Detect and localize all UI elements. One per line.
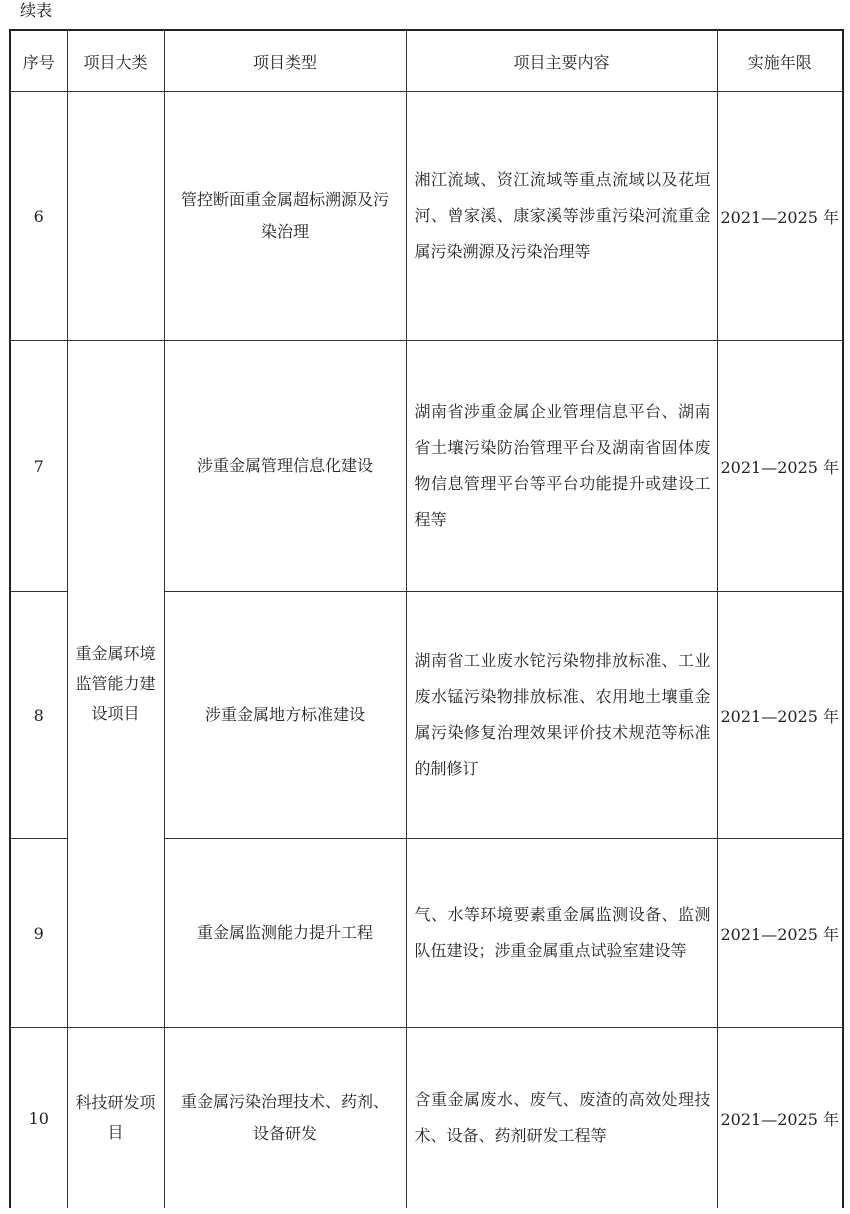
row-content: 湖南省工业废水铊污染物排放标准、工业废水锰污染物排放标准、农用地土壤重金属污染修复治理效果评价技术规范等标准的制修订 [406, 592, 717, 839]
header-index: 序号 [10, 30, 67, 92]
row-period: 2021—2025 年 [717, 341, 843, 592]
row-content: 气、水等环境要素重金属监测设备、监测队伍建设；涉重金属重点试验室建设等 [406, 839, 717, 1028]
row-index: 9 [10, 839, 67, 1028]
table-header-row [10, 30, 843, 92]
row-content: 湖南省涉重金属企业管理信息平台、湖南省土壤污染防治管理平台及湖南省固体废物信息管理平台等平台功能提升或建设工程等 [406, 341, 717, 592]
header-period: 实施年限 [717, 30, 843, 92]
row-content: 含重金属废水、废气、废渣的高效处理技术、设备、药剂研发工程等 [406, 1028, 717, 1209]
row-period: 2021—2025 年 [717, 1028, 843, 1209]
table-row [10, 92, 843, 341]
row-category-research: 科技研发项目 [67, 1028, 164, 1209]
table-row [10, 1028, 843, 1209]
row-category-empty [67, 92, 164, 341]
table-row [10, 341, 843, 592]
row-type: 重金属监测能力提升工程 [164, 839, 406, 1028]
row-index: 10 [10, 1028, 67, 1209]
header-type: 项目类型 [164, 30, 406, 92]
row-period: 2021—2025 年 [717, 92, 843, 341]
row-index: 7 [10, 341, 67, 592]
header-content: 项目主要内容 [406, 30, 717, 92]
table-caption: 续表 [20, 1, 53, 20]
row-index: 6 [10, 92, 67, 341]
row-period: 2021—2025 年 [717, 592, 843, 839]
row-index: 8 [10, 592, 67, 839]
header-category: 项目大类 [67, 30, 164, 92]
row-type: 管控断面重金属超标溯源及污染治理 [164, 92, 406, 341]
row-type: 重金属污染治理技术、药剂、设备研发 [164, 1028, 406, 1209]
row-type: 涉重金属地方标准建设 [164, 592, 406, 839]
row-period: 2021—2025 年 [717, 839, 843, 1028]
row-type: 涉重金属管理信息化建设 [164, 341, 406, 592]
project-table [9, 29, 844, 1208]
row-content: 湘江流域、资江流域等重点流域以及花垣河、曾家溪、康家溪等涉重污染河流重金属污染溯源及污染治理等 [406, 92, 717, 341]
row-category-monitoring: 重金属环境监管能力建设项目 [67, 341, 164, 1028]
